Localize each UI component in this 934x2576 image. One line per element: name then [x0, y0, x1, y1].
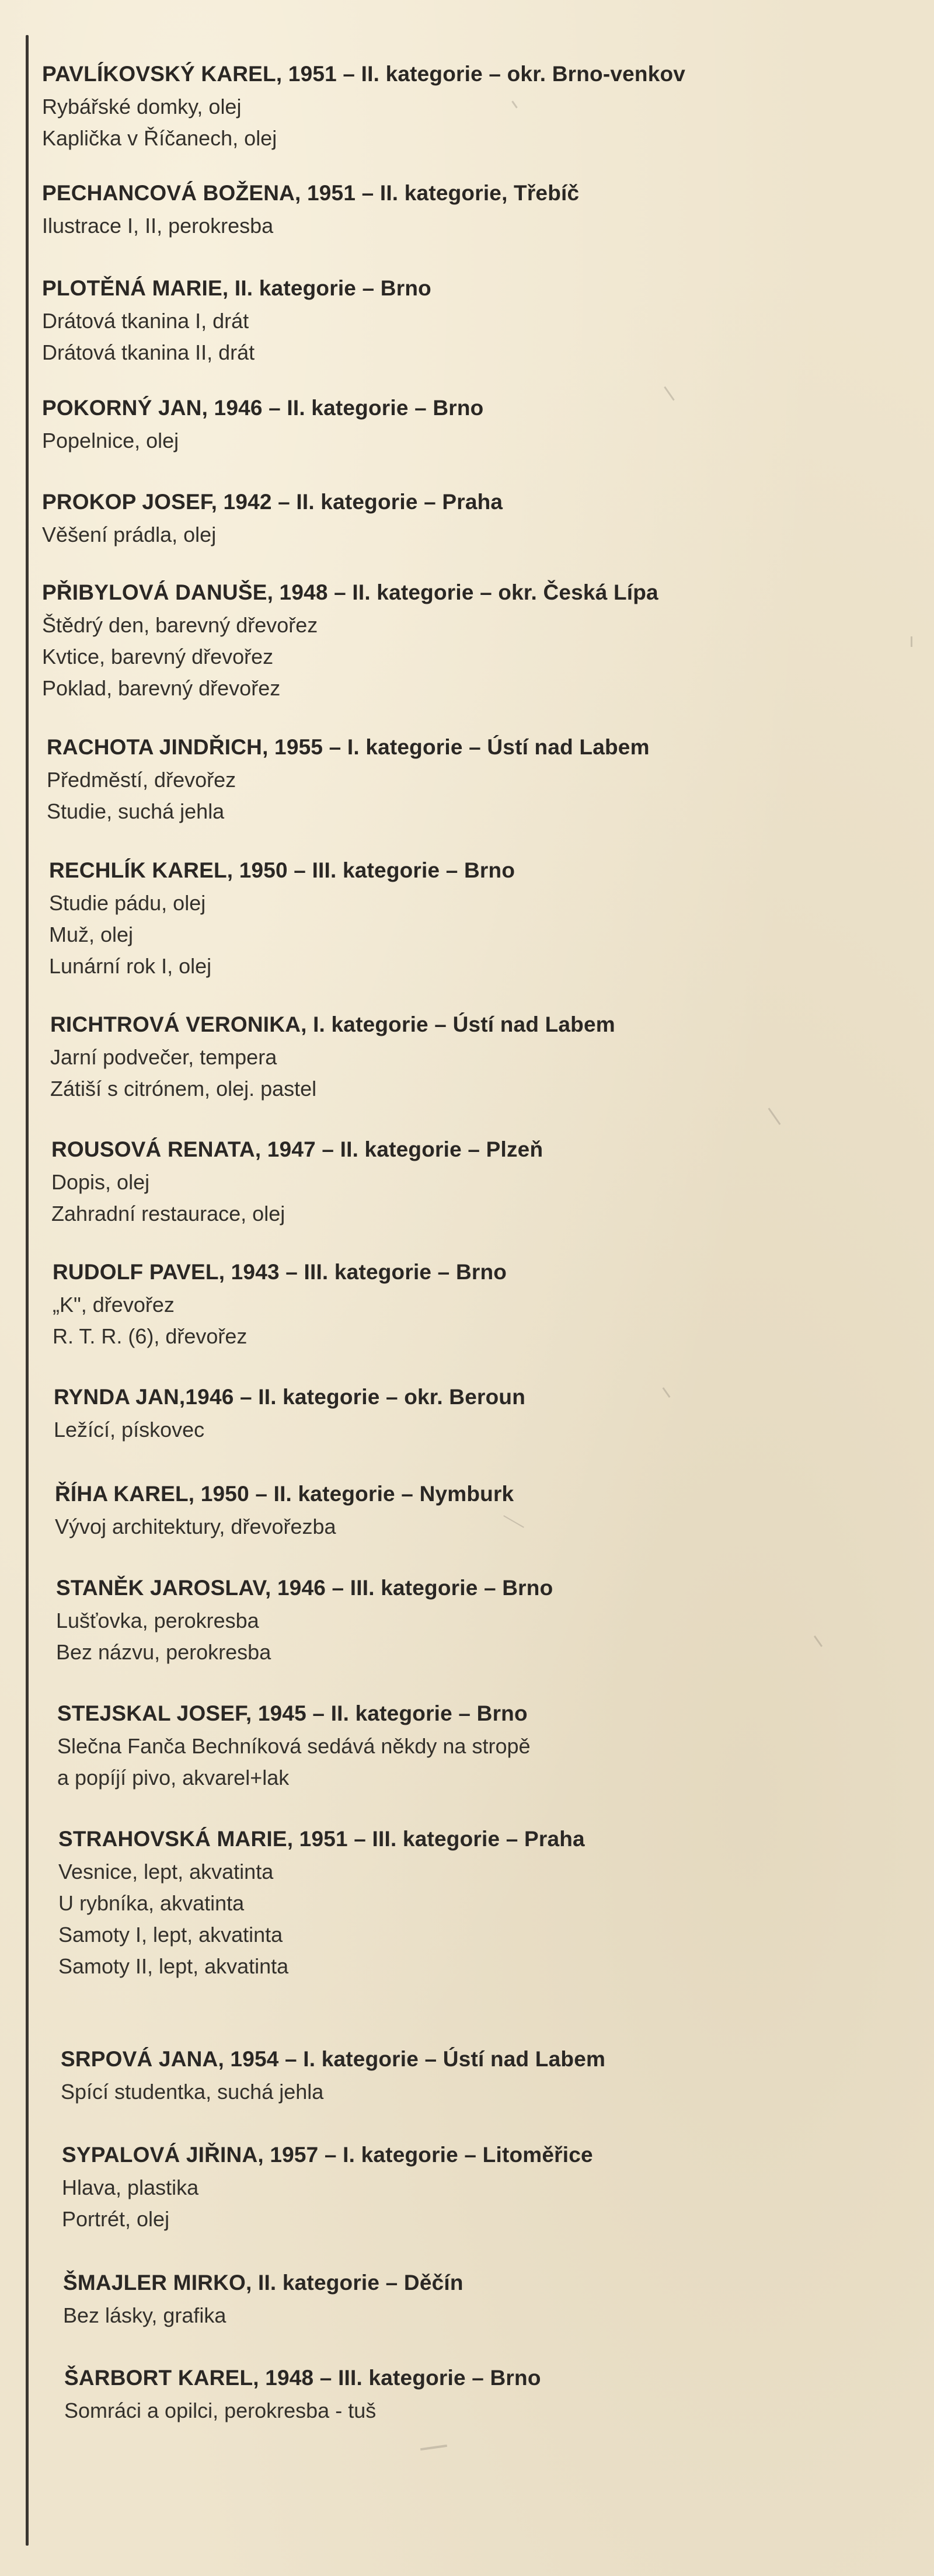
artist-entry [61, 2042, 907, 2108]
artwork-line: a popíjí pivo, akvarel+lak [57, 1766, 290, 1790]
artwork-line: Rybářské domky, olej [42, 95, 242, 119]
artwork-line: Lunární rok I, olej [49, 954, 212, 978]
artwork-line: Lušťovka, perokresba [56, 1609, 259, 1632]
artist-header: RUDOLF PAVEL, 1943 – III. kategorie – Brno [53, 1260, 507, 1284]
artist-header: PAVLÍKOVSKÝ KAREL, 1951 – II. kategorie – okr. Brno-venkov [42, 62, 686, 86]
artwork-line: Předměstí, dřevořez [47, 768, 236, 792]
artwork-line: Ležící, pískovec [54, 1418, 205, 1442]
artist-entry [64, 2361, 911, 2427]
artist-entry [42, 271, 888, 368]
artist-header: STEJSKAL JOSEF, 1945 – II. kategorie – Brno [57, 1701, 528, 1725]
artwork-line: Samoty II, lept, akvatinta [58, 1954, 289, 1978]
artwork-line: Jarní podvečer, tempera [50, 1045, 277, 1069]
artist-entry [53, 1255, 899, 1352]
artist-entry [55, 1477, 901, 1543]
artist-header: RECHLÍK KAREL, 1950 – III. kategorie – Brno [49, 858, 515, 882]
artist-header: STRAHOVSKÁ MARIE, 1951 – III. kategorie – Praha [58, 1827, 585, 1851]
artwork-line: Somráci a opilci, perokresba - tuš [64, 2399, 377, 2422]
artwork-line: Zátiší s citrónem, olej. pastel [50, 1077, 317, 1101]
artwork-line: Kvtice, barevný dřevořez [42, 645, 274, 669]
artist-header: ŠMAJLER MIRKO, II. kategorie – Děčín [63, 2271, 463, 2295]
artwork-line: Zahradní restaurace, olej [51, 1202, 285, 1226]
artist-entry [42, 485, 888, 551]
artist-entry [62, 2138, 908, 2235]
artist-entry [56, 1571, 902, 1668]
artist-header: ROUSOVÁ RENATA, 1947 – II. kategorie – Plzeň [51, 1137, 543, 1161]
artist-header: SRPOVÁ JANA, 1954 – I. kategorie – Ústí nad Labem [61, 2047, 606, 2071]
artist-entry [51, 1133, 898, 1230]
artwork-line: U rybníka, akvatinta [58, 1891, 245, 1915]
artwork-line: Popelnice, olej [42, 429, 179, 452]
artwork-line: Drátová tkanina II, drát [42, 340, 255, 364]
artwork-line: Bez lásky, grafika [63, 2303, 226, 2327]
artist-header: PROKOP JOSEF, 1942 – II. kategorie – Praha [42, 490, 503, 514]
artwork-line: Samoty I, lept, akvatinta [58, 1923, 283, 1947]
artist-entry [42, 57, 888, 154]
artist-entry [50, 1008, 897, 1105]
artist-header: PLOTĚNÁ MARIE, II. kategorie – Brno [42, 276, 431, 300]
artist-entry [54, 1380, 900, 1446]
artwork-line: Bez názvu, perokresba [56, 1640, 271, 1664]
artist-header: ŠARBORT KAREL, 1948 – III. kategorie – Brno [64, 2366, 541, 2390]
artist-header: PECHANCOVÁ BOŽENA, 1951 – II. kategorie, Třebíč [42, 181, 580, 205]
artwork-line: Poklad, barevný dřevořez [42, 676, 281, 700]
artist-header: RACHOTA JINDŘICH, 1955 – I. kategorie – Ústí nad Labem [47, 735, 650, 759]
artist-header: ŘÍHA KAREL, 1950 – II. kategorie – Nymburk [55, 1482, 514, 1506]
artist-header: RICHTROVÁ VERONIKA, I. kategorie – Ústí nad Labem [50, 1012, 615, 1036]
artwork-line: „K", dřevořez [53, 1293, 175, 1317]
artist-entry [42, 176, 888, 242]
artwork-line: Vesnice, lept, akvatinta [58, 1860, 274, 1884]
artwork-line: Štědrý den, barevný dřevořez [42, 613, 318, 637]
artwork-line: Slečna Fanča Bechníková sedává někdy na stropě [57, 1734, 531, 1758]
artist-entry [58, 1822, 905, 1982]
artwork-line: Muž, olej [49, 923, 134, 946]
artist-entry [47, 730, 893, 827]
artist-header: PŘIBYLOVÁ DANUŠE, 1948 – II. kategorie – okr. Česká Lípa [42, 580, 658, 604]
artwork-line: Drátová tkanina I, drát [42, 309, 249, 333]
artwork-line: Dopis, olej [51, 1170, 150, 1194]
artist-header: SYPALOVÁ JIŘINA, 1957 – I. kategorie – Litoměřice [62, 2143, 593, 2167]
artist-entry [42, 576, 888, 704]
artwork-line: Ilustrace I, II, perokresba [42, 214, 274, 238]
artist-entry [49, 854, 895, 982]
artwork-line: Studie pádu, olej [49, 891, 206, 915]
artwork-line: Věšení prádla, olej [42, 523, 217, 546]
artwork-line: Spící studentka, suchá jehla [61, 2080, 324, 2104]
artist-header: RYNDA JAN,1946 – II. kategorie – okr. Beroun [54, 1385, 526, 1409]
artwork-line: Vývoj architektury, dřevořezba [55, 1515, 336, 1538]
artwork-line: Studie, suchá jehla [47, 799, 225, 823]
artwork-line: Hlava, plastika [62, 2175, 199, 2199]
artwork-line: Kaplička v Říčanech, olej [42, 126, 277, 150]
artist-entry [42, 391, 888, 457]
artist-entry [63, 2266, 909, 2331]
artist-header: STANĚK JAROSLAV, 1946 – III. kategorie – Brno [56, 1576, 553, 1600]
artist-header: POKORNÝ JAN, 1946 – II. kategorie – Brno [42, 396, 484, 420]
artist-entry [57, 1697, 904, 1794]
artwork-line: Portrét, olej [62, 2207, 170, 2231]
artwork-line: R. T. R. (6), dřevořez [53, 1324, 248, 1348]
